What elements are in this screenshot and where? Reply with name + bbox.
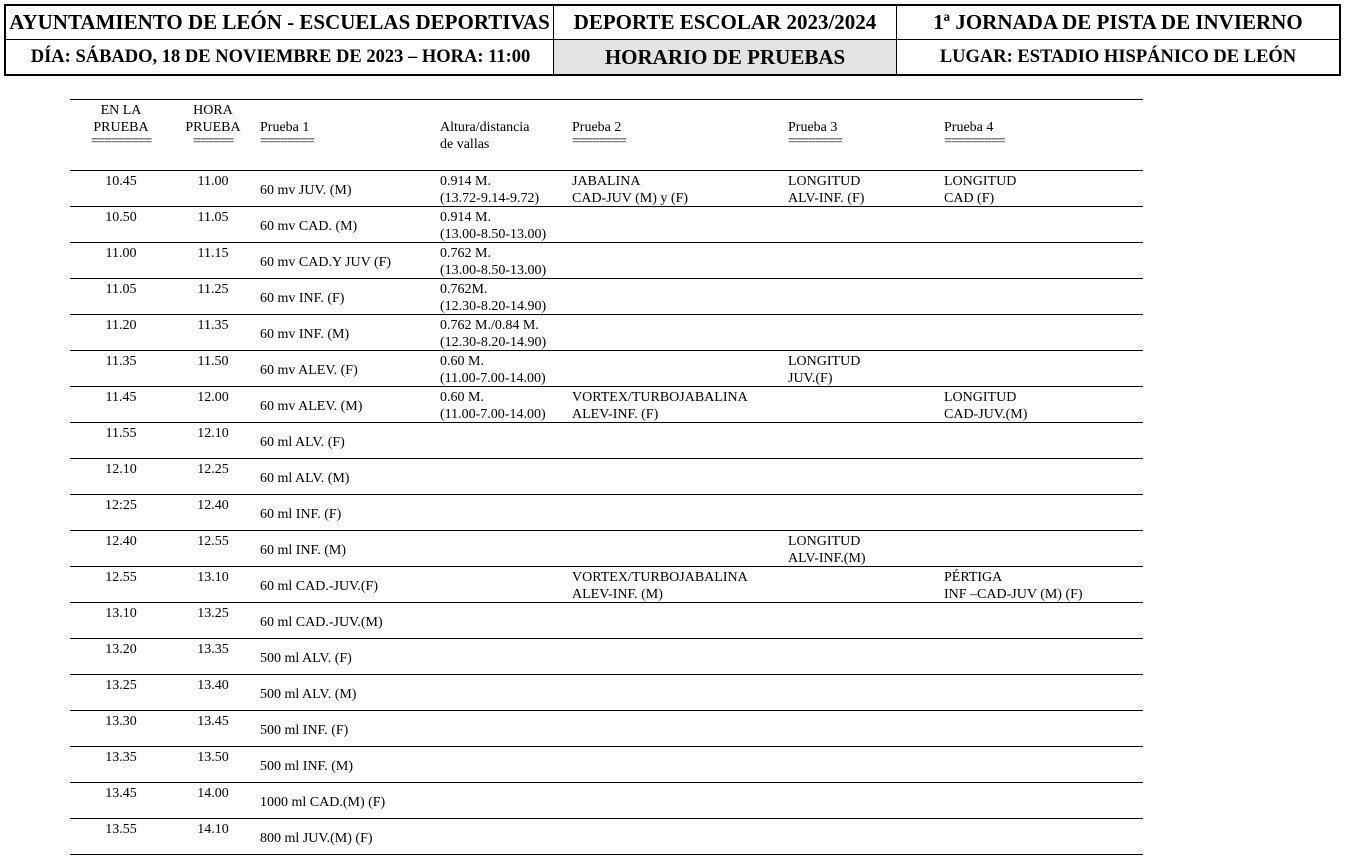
cell-hora-prueba: 11.15	[197, 246, 229, 261]
cell-en-la-prueba: 11.45	[105, 390, 137, 405]
cell-prueba-3: LONGITUD JUV.(F)	[788, 354, 861, 386]
table-row	[70, 530, 1143, 566]
cell-altura-vallas: 0.762 M./0.84 M. (12.30-8.20-14.90)	[440, 318, 547, 350]
cell-en-la-prueba: 10.50	[105, 210, 137, 225]
cell-en-la-prueba: 13.25	[105, 678, 137, 693]
cell-hora-prueba: 13.35	[197, 642, 229, 657]
cell-en-la-prueba: 11.35	[105, 354, 137, 369]
cell-en-la-prueba: 11.55	[105, 426, 137, 441]
cell-prueba-1: 60 mv CAD.Y JUV (F)	[260, 255, 392, 270]
cell-prueba-1: 500 ml ALV. (F)	[260, 651, 352, 666]
table-body	[70, 170, 1143, 854]
event-title: 1ª JORNADA DE PISTA DE INVIERNO	[897, 6, 1339, 40]
cell-prueba-1: 60 mv INF. (M)	[260, 327, 350, 342]
cell-altura-vallas: 0.914 M. (13.00-8.50-13.00)	[440, 210, 547, 242]
table-row	[70, 710, 1143, 746]
cell-prueba-1: 60 mv ALEV. (F)	[260, 363, 358, 378]
cell-prueba-1: 500 ml INF. (M)	[260, 759, 353, 774]
table-row	[70, 242, 1143, 278]
section-title: HORARIO DE PRUEBAS	[554, 40, 897, 74]
cell-en-la-prueba: 13.30	[105, 714, 137, 729]
table-row	[70, 314, 1143, 350]
table-row	[70, 638, 1143, 674]
col-prueba-3: Prueba 3 ========	[788, 120, 842, 149]
table-row	[70, 782, 1143, 818]
cell-prueba-1: 60 mv INF. (F)	[260, 291, 345, 306]
cell-prueba-3: LONGITUD ALV-INF.(M)	[788, 534, 866, 566]
cell-en-la-prueba: 10.45	[105, 174, 137, 189]
cell-hora-prueba: 14.00	[197, 786, 229, 801]
cell-prueba-1: 60 ml ALV. (F)	[260, 435, 345, 450]
cell-prueba-1: 500 ml ALV. (M)	[260, 687, 357, 702]
col-altura-vallas: Altura/distancia de vallas	[440, 120, 530, 152]
table-row	[70, 422, 1143, 458]
cell-altura-vallas: 0.60 M. (11.00-7.00-14.00)	[440, 354, 546, 386]
cell-prueba-1: 60 mv CAD. (M)	[260, 219, 358, 234]
cell-hora-prueba: 12.00	[197, 390, 229, 405]
cell-prueba-1: 1000 ml CAD.(M) (F)	[260, 795, 386, 810]
cell-altura-vallas: 0.762M. (12.30-8.20-14.90)	[440, 282, 547, 314]
col-hora-prueba: HORA PRUEBA ======	[185, 103, 241, 149]
cell-en-la-prueba: 13.35	[105, 750, 137, 765]
org-title: AYUNTAMIENTO DE LEÓN - ESCUELAS DEPORTIVAS	[6, 6, 554, 40]
cell-hora-prueba: 13.10	[197, 570, 229, 585]
cell-hora-prueba: 13.45	[197, 714, 229, 729]
cell-prueba-1: 60 ml CAD.-JUV.(M)	[260, 615, 383, 630]
cell-en-la-prueba: 13.55	[105, 822, 137, 837]
table-row	[70, 494, 1143, 530]
cell-hora-prueba: 13.50	[197, 750, 229, 765]
cell-en-la-prueba: 13.45	[105, 786, 137, 801]
cell-hora-prueba: 11.50	[197, 354, 229, 369]
cell-hora-prueba: 11.05	[197, 210, 229, 225]
cell-altura-vallas: 0.914 M. (13.72-9.14-9.72)	[440, 174, 540, 206]
cell-en-la-prueba: 11.05	[105, 282, 137, 297]
col-prueba-2: Prueba 2 ========	[572, 120, 626, 149]
cell-altura-vallas: 0.60 M. (11.00-7.00-14.00)	[440, 390, 546, 422]
cell-prueba-4: LONGITUD CAD-JUV.(M)	[944, 390, 1028, 422]
table-row	[70, 602, 1143, 638]
cell-en-la-prueba: 12.55	[105, 570, 137, 585]
cell-en-la-prueba: 12.40	[105, 534, 137, 549]
cell-hora-prueba: 12.40	[197, 498, 229, 513]
table-row	[70, 386, 1143, 422]
cell-prueba-2: VORTEX/TURBOJABALINA ALEV-INF. (M)	[572, 570, 748, 602]
cell-prueba-1: 60 mv ALEV. (M)	[260, 399, 363, 414]
document-header	[4, 4, 1341, 76]
table-row	[70, 350, 1143, 386]
cell-en-la-prueba: 13.10	[105, 606, 137, 621]
cell-en-la-prueba: 12:25	[105, 498, 137, 513]
cell-hora-prueba: 14.10	[197, 822, 229, 837]
cell-prueba-1: 60 ml INF. (M)	[260, 543, 346, 558]
cell-hora-prueba: 13.40	[197, 678, 229, 693]
cell-prueba-3: LONGITUD ALV-INF. (F)	[788, 174, 865, 206]
cell-prueba-2: JABALINA CAD-JUV (M) y (F)	[572, 174, 689, 206]
cell-prueba-1: 60 ml ALV. (M)	[260, 471, 350, 486]
cell-prueba-1: 800 ml JUV.(M) (F)	[260, 831, 373, 846]
cell-hora-prueba: 12.55	[197, 534, 229, 549]
table-row	[70, 278, 1143, 314]
table-row	[70, 458, 1143, 494]
cell-prueba-1: 60 mv JUV. (M)	[260, 183, 352, 198]
cell-hora-prueba: 11.35	[197, 318, 229, 333]
table-row	[70, 170, 1143, 206]
table-row	[70, 206, 1143, 242]
cell-hora-prueba: 11.00	[197, 174, 229, 189]
venue: LUGAR: ESTADIO HISPÁNICO DE LEÓN	[939, 46, 1297, 67]
cell-prueba-4: PÉRTIGA INF –CAD-JUV (M) (F)	[944, 570, 1083, 602]
col-prueba-1: Prueba 1 ========	[260, 120, 314, 149]
season-title: DEPORTE ESCOLAR 2023/2024	[554, 6, 897, 40]
cell-prueba-1: 60 ml CAD.-JUV.(F)	[260, 579, 378, 594]
cell-en-la-prueba: 11.00	[105, 246, 137, 261]
cell-en-la-prueba: 12.10	[105, 462, 137, 477]
col-prueba-4: Prueba 4 =========	[944, 120, 1005, 149]
cell-prueba-4: LONGITUD CAD (F)	[944, 174, 1017, 206]
cell-hora-prueba: 13.25	[197, 606, 229, 621]
cell-prueba-2: VORTEX/TURBOJABALINA ALEV-INF. (F)	[572, 390, 748, 422]
table-row	[70, 566, 1143, 602]
table-header	[70, 100, 1143, 170]
table-row	[70, 818, 1143, 854]
cell-altura-vallas: 0.762 M. (13.00-8.50-13.00)	[440, 246, 547, 278]
cell-hora-prueba: 12.10	[197, 426, 229, 441]
cell-prueba-1: 500 ml INF. (F)	[260, 723, 349, 738]
date-time: DÍA: SÁBADO, 18 DE NOVIEMBRE DE 2023 – HORA: 11:00	[6, 40, 554, 74]
cell-prueba-1: 60 ml INF. (F)	[260, 507, 342, 522]
cell-hora-prueba: 12.25	[197, 462, 229, 477]
cell-en-la-prueba: 11.20	[105, 318, 137, 333]
cell-en-la-prueba: 13.20	[105, 642, 137, 657]
table-row	[70, 746, 1143, 782]
col-en-la-prueba: EN LA PRUEBA =========	[90, 103, 152, 149]
cell-hora-prueba: 11.25	[197, 282, 229, 297]
schedule-table	[70, 99, 1143, 855]
table-row	[70, 674, 1143, 710]
